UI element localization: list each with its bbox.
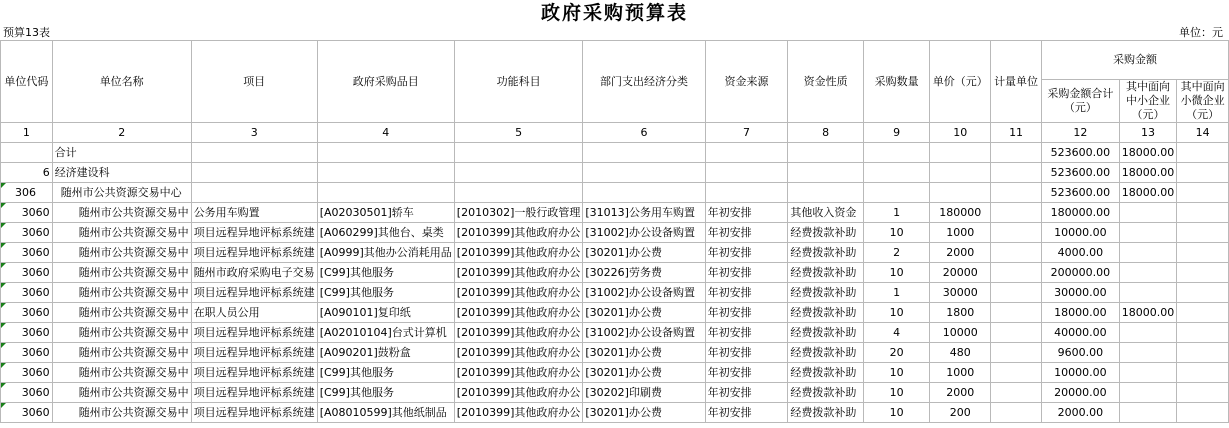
cell-micro-amount [1177, 323, 1229, 343]
cell-category: [A08010599]其他纸制品 [317, 403, 454, 423]
cell-unit-code: 3060 [1, 383, 53, 403]
column-index: 8 [788, 123, 864, 143]
cell-fund-source: 年初安排 [705, 243, 788, 263]
cell-economic-class: [30201]办公费 [583, 343, 705, 363]
department-amount: 523600.00 [1042, 163, 1120, 183]
cell-micro-amount [1177, 403, 1229, 423]
cell-fund-nature: 经费拨款补助 [788, 403, 864, 423]
cell-economic-class: [30201]办公费 [583, 243, 705, 263]
cell-fund-source: 年初安排 [705, 263, 788, 283]
cell-category: [A02030501]轿车 [317, 203, 454, 223]
cell-unit-code: 3060 [1, 303, 53, 323]
cell-economic-class: [30201]办公费 [583, 403, 705, 423]
cell-fund-nature: 经费拨款补助 [788, 263, 864, 283]
cell-unit-name: 随州市公共资源交易中 [52, 343, 191, 363]
cell-sme-amount [1119, 283, 1177, 303]
cell-sme-amount [1119, 223, 1177, 243]
cell-fund-nature: 经费拨款补助 [788, 383, 864, 403]
cell-sme-amount [1119, 363, 1177, 383]
cell-fund-nature: 经费拨款补助 [788, 343, 864, 363]
cell-quantity: 1 [863, 283, 929, 303]
table-row [1, 343, 1229, 363]
cell-quantity: 10 [863, 363, 929, 383]
page-title: 政府采购预算表 [540, 2, 688, 24]
cell-project: 项目远程异地评标系统建 [191, 363, 317, 383]
cell-economic-class: [31013]公务用车购置 [583, 203, 705, 223]
cell-sme-amount [1119, 263, 1177, 283]
cell-category: [C99]其他服务 [317, 283, 454, 303]
cell-fund-nature: 经费拨款补助 [788, 223, 864, 243]
cell-category: [A090201]鼓粉盒 [317, 343, 454, 363]
column-index: 14 [1177, 123, 1229, 143]
total-row [1, 143, 1229, 163]
cell-project: 项目远程异地评标系统建 [191, 343, 317, 363]
cell-unit-price: 480 [930, 343, 991, 363]
cell-unit-code: 3060 [1, 403, 53, 423]
cell-fund-nature: 经费拨款补助 [788, 363, 864, 383]
cell-unit-price: 2000 [930, 243, 991, 263]
cell-project: 项目远程异地评标系统建 [191, 283, 317, 303]
cell-function-subject: [2010399]其他政府办公 [454, 363, 583, 383]
cell-fund-source: 年初安排 [705, 283, 788, 303]
cell-unit-price: 1000 [930, 223, 991, 243]
cell-micro-amount [1177, 203, 1229, 223]
cell-function-subject: [2010399]其他政府办公 [454, 323, 583, 343]
cell-quantity: 10 [863, 263, 929, 283]
cell-unit-price: 200 [930, 403, 991, 423]
table-id-label: 预算13表 [3, 26, 50, 39]
cell-measure-unit [991, 343, 1042, 363]
cell-function-subject: [2010399]其他政府办公 [454, 223, 583, 243]
department-name: 经济建设科 [52, 163, 191, 183]
table-row [1, 303, 1229, 323]
cell-fund-nature: 经费拨款补助 [788, 303, 864, 323]
cell-fund-nature: 经费拨款补助 [788, 323, 864, 343]
column-index: 3 [191, 123, 317, 143]
total-sme-amount: 18000.00 [1119, 143, 1177, 163]
header-unit-code: 单位代码 [1, 41, 53, 123]
cell-measure-unit [991, 363, 1042, 383]
cell-quantity: 10 [863, 403, 929, 423]
cell-quantity: 10 [863, 223, 929, 243]
cell-function-subject: [2010399]其他政府办公 [454, 283, 583, 303]
cell-category: [A060299]其他台、桌类 [317, 223, 454, 243]
cell-quantity: 1 [863, 203, 929, 223]
cell-unit-price: 1000 [930, 363, 991, 383]
cell-fund-nature: 经费拨款补助 [788, 283, 864, 303]
header-fund-source: 资金来源 [705, 41, 788, 123]
cell-economic-class: [30226]劳务费 [583, 263, 705, 283]
cell-amount-total: 10000.00 [1042, 363, 1120, 383]
cell-category: [C99]其他服务 [317, 383, 454, 403]
cell-micro-amount [1177, 303, 1229, 323]
cell-fund-source: 年初安排 [705, 343, 788, 363]
cell-function-subject: [2010399]其他政府办公 [454, 303, 583, 323]
cell-unit-code: 3060 [1, 323, 53, 343]
column-index: 11 [991, 123, 1042, 143]
header-unit-name: 单位名称 [52, 41, 191, 123]
cell-fund-source: 年初安排 [705, 403, 788, 423]
department-row [1, 163, 1229, 183]
cell-economic-class: [30201]办公费 [583, 303, 705, 323]
table-row [1, 323, 1229, 343]
table-row [1, 383, 1229, 403]
cell-amount-total: 2000.00 [1042, 403, 1120, 423]
cell-measure-unit [991, 383, 1042, 403]
cell-quantity: 4 [863, 323, 929, 343]
cell-quantity: 20 [863, 343, 929, 363]
header-sme-amount: 其中面向中小企业（元） [1119, 80, 1177, 123]
cell-unit-name: 随州市公共资源交易中 [52, 283, 191, 303]
cell-fund-nature: 经费拨款补助 [788, 243, 864, 263]
cell-sme-amount [1119, 383, 1177, 403]
cell-measure-unit [991, 203, 1042, 223]
cell-sme-amount [1119, 403, 1177, 423]
cell-fund-nature: 其他收入资金 [788, 203, 864, 223]
department-sme-amount: 18000.00 [1119, 163, 1177, 183]
cell-amount-total: 40000.00 [1042, 323, 1120, 343]
cell-function-subject: [2010399]其他政府办公 [454, 263, 583, 283]
cell-unit-code: 3060 [1, 343, 53, 363]
cell-sme-amount [1119, 203, 1177, 223]
cell-unit-code: 3060 [1, 283, 53, 303]
unit-row-code: 306 [1, 183, 53, 203]
table-row [1, 223, 1229, 243]
column-index-row [1, 123, 1229, 143]
cell-sme-amount [1119, 243, 1177, 263]
cell-amount-total: 180000.00 [1042, 203, 1120, 223]
cell-project: 公务用车购置 [191, 203, 317, 223]
table-row [1, 363, 1229, 383]
cell-fund-source: 年初安排 [705, 203, 788, 223]
cell-amount-total: 18000.00 [1042, 303, 1120, 323]
cell-unit-name: 随州市公共资源交易中 [52, 363, 191, 383]
header-function-subject: 功能科目 [454, 41, 583, 123]
unit-label: 单位：元 [1179, 26, 1223, 39]
header-unit-price: 单价（元） [930, 41, 991, 123]
cell-unit-code: 3060 [1, 223, 53, 243]
column-index: 7 [705, 123, 788, 143]
cell-unit-name: 随州市公共资源交易中 [52, 223, 191, 243]
column-index: 10 [930, 123, 991, 143]
header-economic-class: 部门支出经济分类 [583, 41, 705, 123]
unit-row-sme-amount: 18000.00 [1119, 183, 1177, 203]
cell-unit-code: 3060 [1, 203, 53, 223]
cell-function-subject: [2010399]其他政府办公 [454, 383, 583, 403]
cell-function-subject: [2010399]其他政府办公 [454, 403, 583, 423]
column-index: 9 [863, 123, 929, 143]
cell-measure-unit [991, 283, 1042, 303]
total-amount: 523600.00 [1042, 143, 1120, 163]
unit-row-name: 随州市公共资源交易中心 [52, 183, 191, 203]
cell-micro-amount [1177, 283, 1229, 303]
cell-fund-source: 年初安排 [705, 383, 788, 403]
cell-project: 随州市政府采购电子交易 [191, 263, 317, 283]
cell-project: 在职人员公用 [191, 303, 317, 323]
cell-economic-class: [31002]办公设备购置 [583, 223, 705, 243]
cell-function-subject: [2010399]其他政府办公 [454, 343, 583, 363]
cell-unit-name: 随州市公共资源交易中 [52, 243, 191, 263]
cell-quantity: 2 [863, 243, 929, 263]
total-label: 合计 [52, 143, 191, 163]
cell-micro-amount [1177, 263, 1229, 283]
cell-fund-source: 年初安排 [705, 303, 788, 323]
cell-project: 项目远程异地评标系统建 [191, 403, 317, 423]
header-measure-unit: 计量单位 [991, 41, 1042, 123]
table-row [1, 243, 1229, 263]
cell-category: [A02010104]台式计算机 [317, 323, 454, 343]
cell-measure-unit [991, 303, 1042, 323]
cell-unit-price: 2000 [930, 383, 991, 403]
cell-economic-class: [30201]办公费 [583, 363, 705, 383]
cell-economic-class: [31002]办公设备购置 [583, 283, 705, 303]
cell-micro-amount [1177, 363, 1229, 383]
cell-function-subject: [2010399]其他政府办公 [454, 243, 583, 263]
cell-project: 项目远程异地评标系统建 [191, 243, 317, 263]
cell-amount-total: 30000.00 [1042, 283, 1120, 303]
cell-unit-name: 随州市公共资源交易中 [52, 403, 191, 423]
cell-micro-amount [1177, 343, 1229, 363]
budget-table [0, 40, 1229, 423]
cell-amount-total: 10000.00 [1042, 223, 1120, 243]
cell-sme-amount: 18000.00 [1119, 303, 1177, 323]
cell-micro-amount [1177, 383, 1229, 403]
cell-unit-code: 3060 [1, 243, 53, 263]
cell-fund-source: 年初安排 [705, 223, 788, 243]
cell-unit-price: 10000 [930, 323, 991, 343]
cell-amount-total: 9600.00 [1042, 343, 1120, 363]
column-index: 6 [583, 123, 705, 143]
cell-micro-amount [1177, 243, 1229, 263]
cell-micro-amount [1177, 223, 1229, 243]
cell-unit-code: 3060 [1, 363, 53, 383]
cell-category: [C99]其他服务 [317, 363, 454, 383]
cell-unit-price: 1800 [930, 303, 991, 323]
column-index: 5 [454, 123, 583, 143]
table-row [1, 403, 1229, 423]
cell-amount-total: 20000.00 [1042, 383, 1120, 403]
cell-measure-unit [991, 243, 1042, 263]
cell-function-subject: [2010302]一般行政管理 [454, 203, 583, 223]
cell-category: [A090101]复印纸 [317, 303, 454, 323]
cell-unit-name: 随州市公共资源交易中 [52, 383, 191, 403]
column-index: 2 [52, 123, 191, 143]
cell-project: 项目远程异地评标系统建 [191, 323, 317, 343]
header-amount-total: 采购金额合计（元） [1042, 80, 1120, 123]
cell-unit-price: 20000 [930, 263, 991, 283]
cell-measure-unit [991, 403, 1042, 423]
table-row [1, 283, 1229, 303]
cell-economic-class: [31002]办公设备购置 [583, 323, 705, 343]
department-code: 6 [1, 163, 53, 183]
cell-quantity: 10 [863, 303, 929, 323]
header-fund-nature: 资金性质 [788, 41, 864, 123]
cell-amount-total: 200000.00 [1042, 263, 1120, 283]
column-index: 4 [317, 123, 454, 143]
cell-sme-amount [1119, 323, 1177, 343]
cell-sme-amount [1119, 343, 1177, 363]
table-row [1, 203, 1229, 223]
cell-category: [A0999]其他办公消耗用品 [317, 243, 454, 263]
header-project: 项目 [191, 41, 317, 123]
unit-row-amount: 523600.00 [1042, 183, 1120, 203]
header-micro-amount: 其中面向小微企业（元） [1177, 80, 1229, 123]
unit-row [1, 183, 1229, 203]
header-amount-group: 采购金额 [1042, 41, 1229, 80]
cell-unit-name: 随州市公共资源交易中 [52, 303, 191, 323]
cell-fund-source: 年初安排 [705, 363, 788, 383]
cell-unit-name: 随州市公共资源交易中 [52, 263, 191, 283]
header-quantity: 采购数量 [863, 41, 929, 123]
column-index: 12 [1042, 123, 1120, 143]
cell-quantity: 10 [863, 383, 929, 403]
column-index: 1 [1, 123, 53, 143]
cell-category: [C99]其他服务 [317, 263, 454, 283]
cell-unit-code: 3060 [1, 263, 53, 283]
header-category: 政府采购品目 [317, 41, 454, 123]
column-index: 13 [1119, 123, 1177, 143]
table-row [1, 263, 1229, 283]
cell-unit-name: 随州市公共资源交易中 [52, 203, 191, 223]
cell-measure-unit [991, 223, 1042, 243]
cell-fund-source: 年初安排 [705, 323, 788, 343]
cell-project: 项目远程异地评标系统建 [191, 383, 317, 403]
cell-economic-class: [30202]印刷费 [583, 383, 705, 403]
cell-unit-name: 随州市公共资源交易中 [52, 323, 191, 343]
cell-amount-total: 4000.00 [1042, 243, 1120, 263]
cell-project: 项目远程异地评标系统建 [191, 223, 317, 243]
cell-measure-unit [991, 323, 1042, 343]
cell-unit-price: 180000 [930, 203, 991, 223]
cell-unit-price: 30000 [930, 283, 991, 303]
cell-measure-unit [991, 263, 1042, 283]
